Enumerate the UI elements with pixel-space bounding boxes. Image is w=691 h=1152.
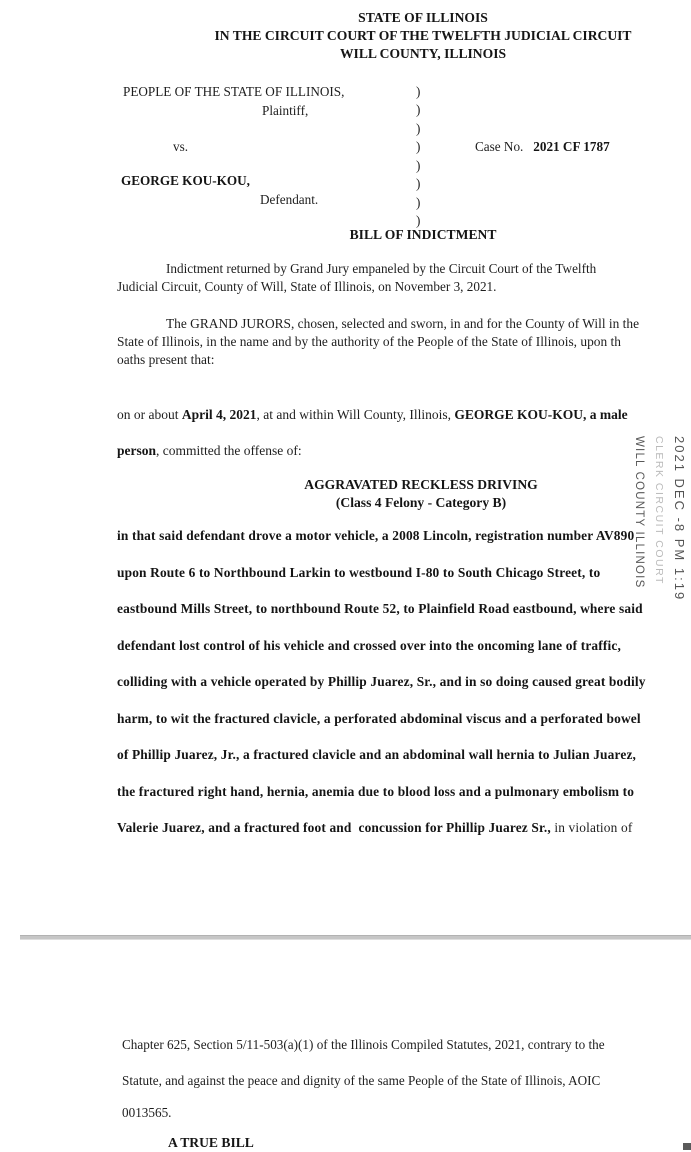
filing-stamp-county: WILL COUNTY ILLINOIS <box>633 436 645 589</box>
page-break-divider <box>20 935 691 940</box>
charge-body-line8: the fractured right hand, hernia, anemia due to blood loss and a pulmonary embolism to <box>117 784 635 799</box>
caption-plaintiff-role: Plaintiff, <box>262 103 309 118</box>
charge-intro-line2: person, committed the offense of: <box>117 443 302 458</box>
paragraph-indictment-returned-line2: Judicial Circuit, County of Will, State of Illinois, on November 3, 2021. <box>117 279 497 294</box>
closing-statute-line2: Statute, and against the peace and dignity of the same People of the State of Illinois, AOIC <box>122 1073 601 1088</box>
caption-versus: vs. <box>173 139 189 154</box>
caption-paren: ) <box>416 102 421 117</box>
header-county: WILL COUNTY, ILLINOIS <box>339 46 507 61</box>
paragraph-indictment-returned-line1: Indictment returned by Grand Jury empaneled by the Circuit Court of the Twelfth <box>166 261 597 276</box>
filing-stamp-date: 2021 DEC -8 PM 1:19 <box>672 436 687 602</box>
case-number: Case No. 2021 CF 1787 <box>475 139 610 154</box>
charge-body-line3: eastbound Mills Street, to northbound Route 52, to Plainfield Road eastbound, where said <box>117 601 643 616</box>
charge-body-line9: Valerie Juarez, and a fractured foot and concussion for Phillip Juarez Sr., in violation of <box>117 820 633 835</box>
charge-body-line5: colliding with a vehicle operated by Phillip Juarez, Sr., and in so doing caused great bodily <box>117 674 646 689</box>
caption-paren: ) <box>416 158 421 173</box>
paragraph-grand-jurors-line1: The GRAND JURORS, chosen, selected and sworn, in and for the County of Will in the <box>166 316 640 331</box>
caption-paren: ) <box>416 139 421 154</box>
charge-intro-line1: on or about April 4, 2021, at and within Will County, Illinois, GEORGE KOU-KOU, a male <box>117 407 628 422</box>
caption-defendant-name: GEORGE KOU-KOU, <box>121 173 250 188</box>
closing-statute-line1: Chapter 625, Section 5/11-503(a)(1) of the Illinois Compiled Statutes, 2021, contrary to the <box>122 1037 605 1052</box>
caption-plaintiff-name: PEOPLE OF THE STATE OF ILLINOIS, <box>123 84 345 99</box>
caption-paren: ) <box>416 84 421 99</box>
header-state: STATE OF ILLINOIS <box>358 10 488 25</box>
document-title: BILL OF INDICTMENT <box>349 227 497 242</box>
charge-body-line6: harm, to wit the fractured clavicle, a perforated abdominal viscus and a perforated bowel <box>117 711 641 726</box>
paragraph-grand-jurors-line2: State of Illinois, in the name and by the authority of the People of the State of Illinois, upon th <box>117 334 621 349</box>
caption-defendant-role: Defendant. <box>260 192 319 207</box>
offense-heading: AGGRAVATED RECKLESS DRIVING <box>304 477 538 492</box>
paragraph-grand-jurors-line3: oaths present that: <box>117 352 215 367</box>
charge-body-line2: upon Route 6 to Northbound Larkin to westbound I-80 to South Chicago Street, to <box>117 565 601 580</box>
filing-stamp <box>628 436 690 608</box>
caption-paren: ) <box>416 121 421 136</box>
caption-paren: ) <box>416 213 421 228</box>
closing-statute-line3: 0013565. <box>122 1105 172 1120</box>
true-bill-label: A TRUE BILL <box>168 1135 254 1150</box>
header-court: IN THE CIRCUIT COURT OF THE TWELFTH JUDICIAL CIRCUIT <box>214 28 632 43</box>
charge-body-line1: in that said defendant drove a motor vehicle, a 2008 Lincoln, registration number AV890 <box>117 528 635 543</box>
caption-paren: ) <box>416 195 421 210</box>
caption-paren: ) <box>416 176 421 191</box>
charge-body-line4: defendant lost control of his vehicle and crossed over into the oncoming lane of traffic, <box>117 638 621 653</box>
scan-artifact <box>683 1143 691 1150</box>
filing-stamp-clerk: CLERK CIRCUIT COURT <box>653 436 665 585</box>
charge-body-line7: of Phillip Juarez, Jr., a fractured clavicle and an abdominal wall hernia to Julian Juarez, <box>117 747 637 762</box>
offense-class: (Class 4 Felony - Category B) <box>335 495 507 510</box>
